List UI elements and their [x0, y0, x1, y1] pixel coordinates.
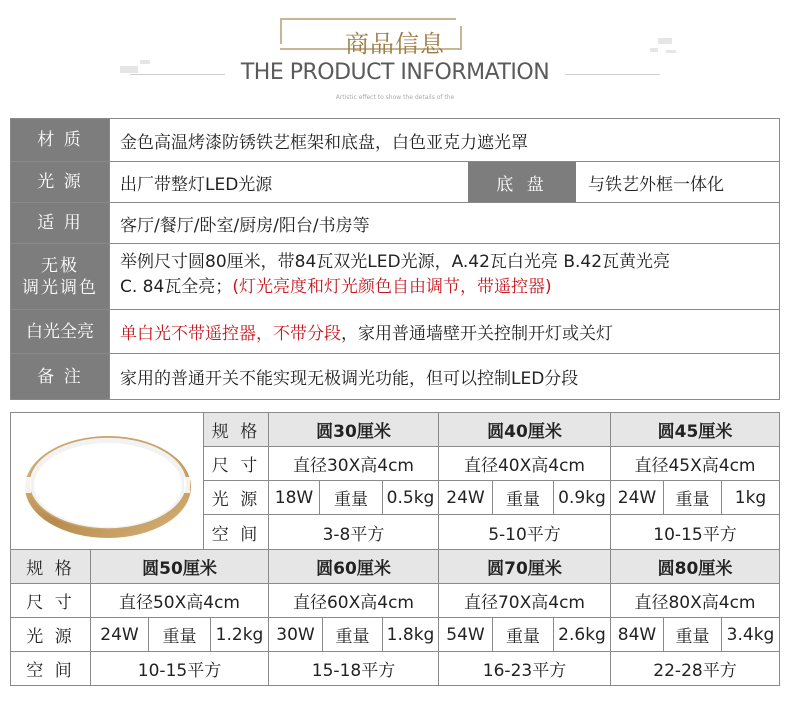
model-header-50: 圆50厘米	[91, 550, 269, 584]
product-info-header	[0, 0, 790, 110]
weight-label: 重量	[493, 618, 554, 652]
model-space-60: 15-18平方	[269, 652, 439, 685]
model-header-40: 圆40厘米	[439, 413, 611, 447]
model-header-70: 圆70厘米	[439, 550, 611, 584]
base-label: 底 盘	[468, 162, 576, 202]
spec-table-general	[10, 118, 780, 400]
model-size-60: 直径60X高4cm	[269, 584, 439, 618]
model-weight-60: 1.8kg	[383, 618, 439, 652]
weight-label: 重量	[493, 481, 554, 515]
model-weight-45: 1kg	[722, 481, 779, 515]
white-light-value	[109, 310, 779, 353]
model-power-50: 24W	[91, 618, 149, 652]
base-value: 与铁艺外框一体化	[588, 174, 724, 195]
model-space-45: 10-15平方	[611, 515, 779, 550]
page-title-english: THE PRODUCT INFORMATION	[240, 60, 550, 85]
model-weight-40: 0.9kg	[554, 481, 611, 515]
model-header-45: 圆45厘米	[611, 413, 779, 447]
material-label: 材 质	[11, 119, 109, 161]
model-size-40: 直径40X高4cm	[439, 447, 611, 481]
row-note	[11, 354, 779, 399]
white-light-rest: ，家用普通墙壁开关控制开灯或关灯	[341, 324, 613, 344]
model-power-70: 54W	[439, 618, 493, 652]
light-source-value: 出厂带整灯LED光源	[109, 162, 468, 202]
model-weight-80: 3.4kg	[722, 618, 779, 652]
model-size-70: 直径70X高4cm	[439, 584, 611, 618]
model-power-40: 24W	[439, 481, 493, 515]
white-light-highlight: 单白光不带遥控器，不带分段	[120, 324, 341, 344]
weight-label: 重量	[149, 618, 211, 652]
dimming-line2	[120, 275, 779, 300]
row-label-light: 光 源	[11, 618, 91, 652]
model-weight-50: 1.2kg	[211, 618, 269, 652]
row-usage	[11, 203, 779, 244]
material-value: 金色高温烤漆防锈铁艺框架和底盘，白色亚克力遮光罩	[109, 119, 779, 161]
usage-value: 客厅/餐厅/卧室/厨房/阳台/书房等	[109, 203, 779, 243]
model-size-50: 直径50X高4cm	[91, 584, 269, 618]
model-power-30: 18W	[269, 481, 320, 515]
spec-table-models	[10, 412, 780, 686]
dimming-label-line1: 无极	[41, 255, 79, 276]
dimming-label-line2: 调光调色	[22, 277, 98, 298]
row-label-spec: 规 格	[11, 550, 91, 584]
model-header-80: 圆80厘米	[611, 550, 779, 584]
model-weight-30: 0.5kg	[383, 481, 439, 515]
model-size-30: 直径30X高4cm	[269, 447, 439, 481]
weight-label: 重量	[664, 618, 722, 652]
model-space-40: 5-10平方	[439, 515, 611, 550]
page-title: 商品信息	[345, 30, 445, 58]
dimming-line2-highlight: (灯光亮度和灯光颜色自由调节，带遥控器)	[232, 277, 552, 297]
row-white-light	[11, 310, 779, 354]
page-subtitle: Artistic effect to show the details of the	[335, 94, 455, 101]
weight-label: 重量	[320, 481, 383, 515]
product-image	[11, 413, 204, 550]
model-power-80: 84W	[611, 618, 664, 652]
dimming-line1: 举例尺寸圆80厘米，带84瓦双光LED光源，A.42瓦白光亮 B.42瓦黄光亮	[120, 252, 671, 272]
row-label-spec: 规 格	[204, 413, 269, 447]
row-dimming	[11, 244, 779, 310]
row-label-space: 空 间	[204, 515, 269, 550]
model-header-30: 圆30厘米	[269, 413, 439, 447]
model-header-60: 圆60厘米	[269, 550, 439, 584]
model-space-70: 16-23平方	[439, 652, 611, 685]
dimming-label	[11, 244, 109, 309]
row-label-size: 尺 寸	[204, 447, 269, 481]
dimming-line2-prefix: C. 84瓦全亮；	[120, 277, 233, 297]
light-source-label: 光 源	[11, 162, 109, 202]
usage-label: 适 用	[11, 203, 109, 243]
row-label-light: 光 源	[204, 481, 269, 515]
model-power-45: 24W	[611, 481, 664, 515]
note-value: 家用的普通开关不能实现无极调光功能，但可以控制LED分段	[109, 354, 779, 399]
model-power-60: 30W	[269, 618, 323, 652]
white-light-label: 白光全亮	[11, 310, 109, 353]
model-space-50: 10-15平方	[91, 652, 269, 685]
model-space-30: 3-8平方	[269, 515, 439, 550]
model-space-80: 22-28平方	[653, 661, 737, 681]
row-label-size: 尺 寸	[11, 584, 91, 618]
weight-label: 重量	[323, 618, 383, 652]
model-size-80: 直径80X高4cm	[611, 584, 779, 618]
row-light-source	[11, 162, 779, 203]
note-label: 备 注	[11, 354, 109, 399]
model-weight-70: 2.6kg	[554, 618, 611, 652]
row-label-space: 空 间	[11, 652, 91, 685]
dimming-value	[109, 244, 779, 309]
weight-label: 重量	[664, 481, 722, 515]
ceiling-lamp-image	[11, 413, 203, 549]
row-material	[11, 119, 779, 162]
model-size-45: 直径45X高4cm	[611, 447, 779, 481]
